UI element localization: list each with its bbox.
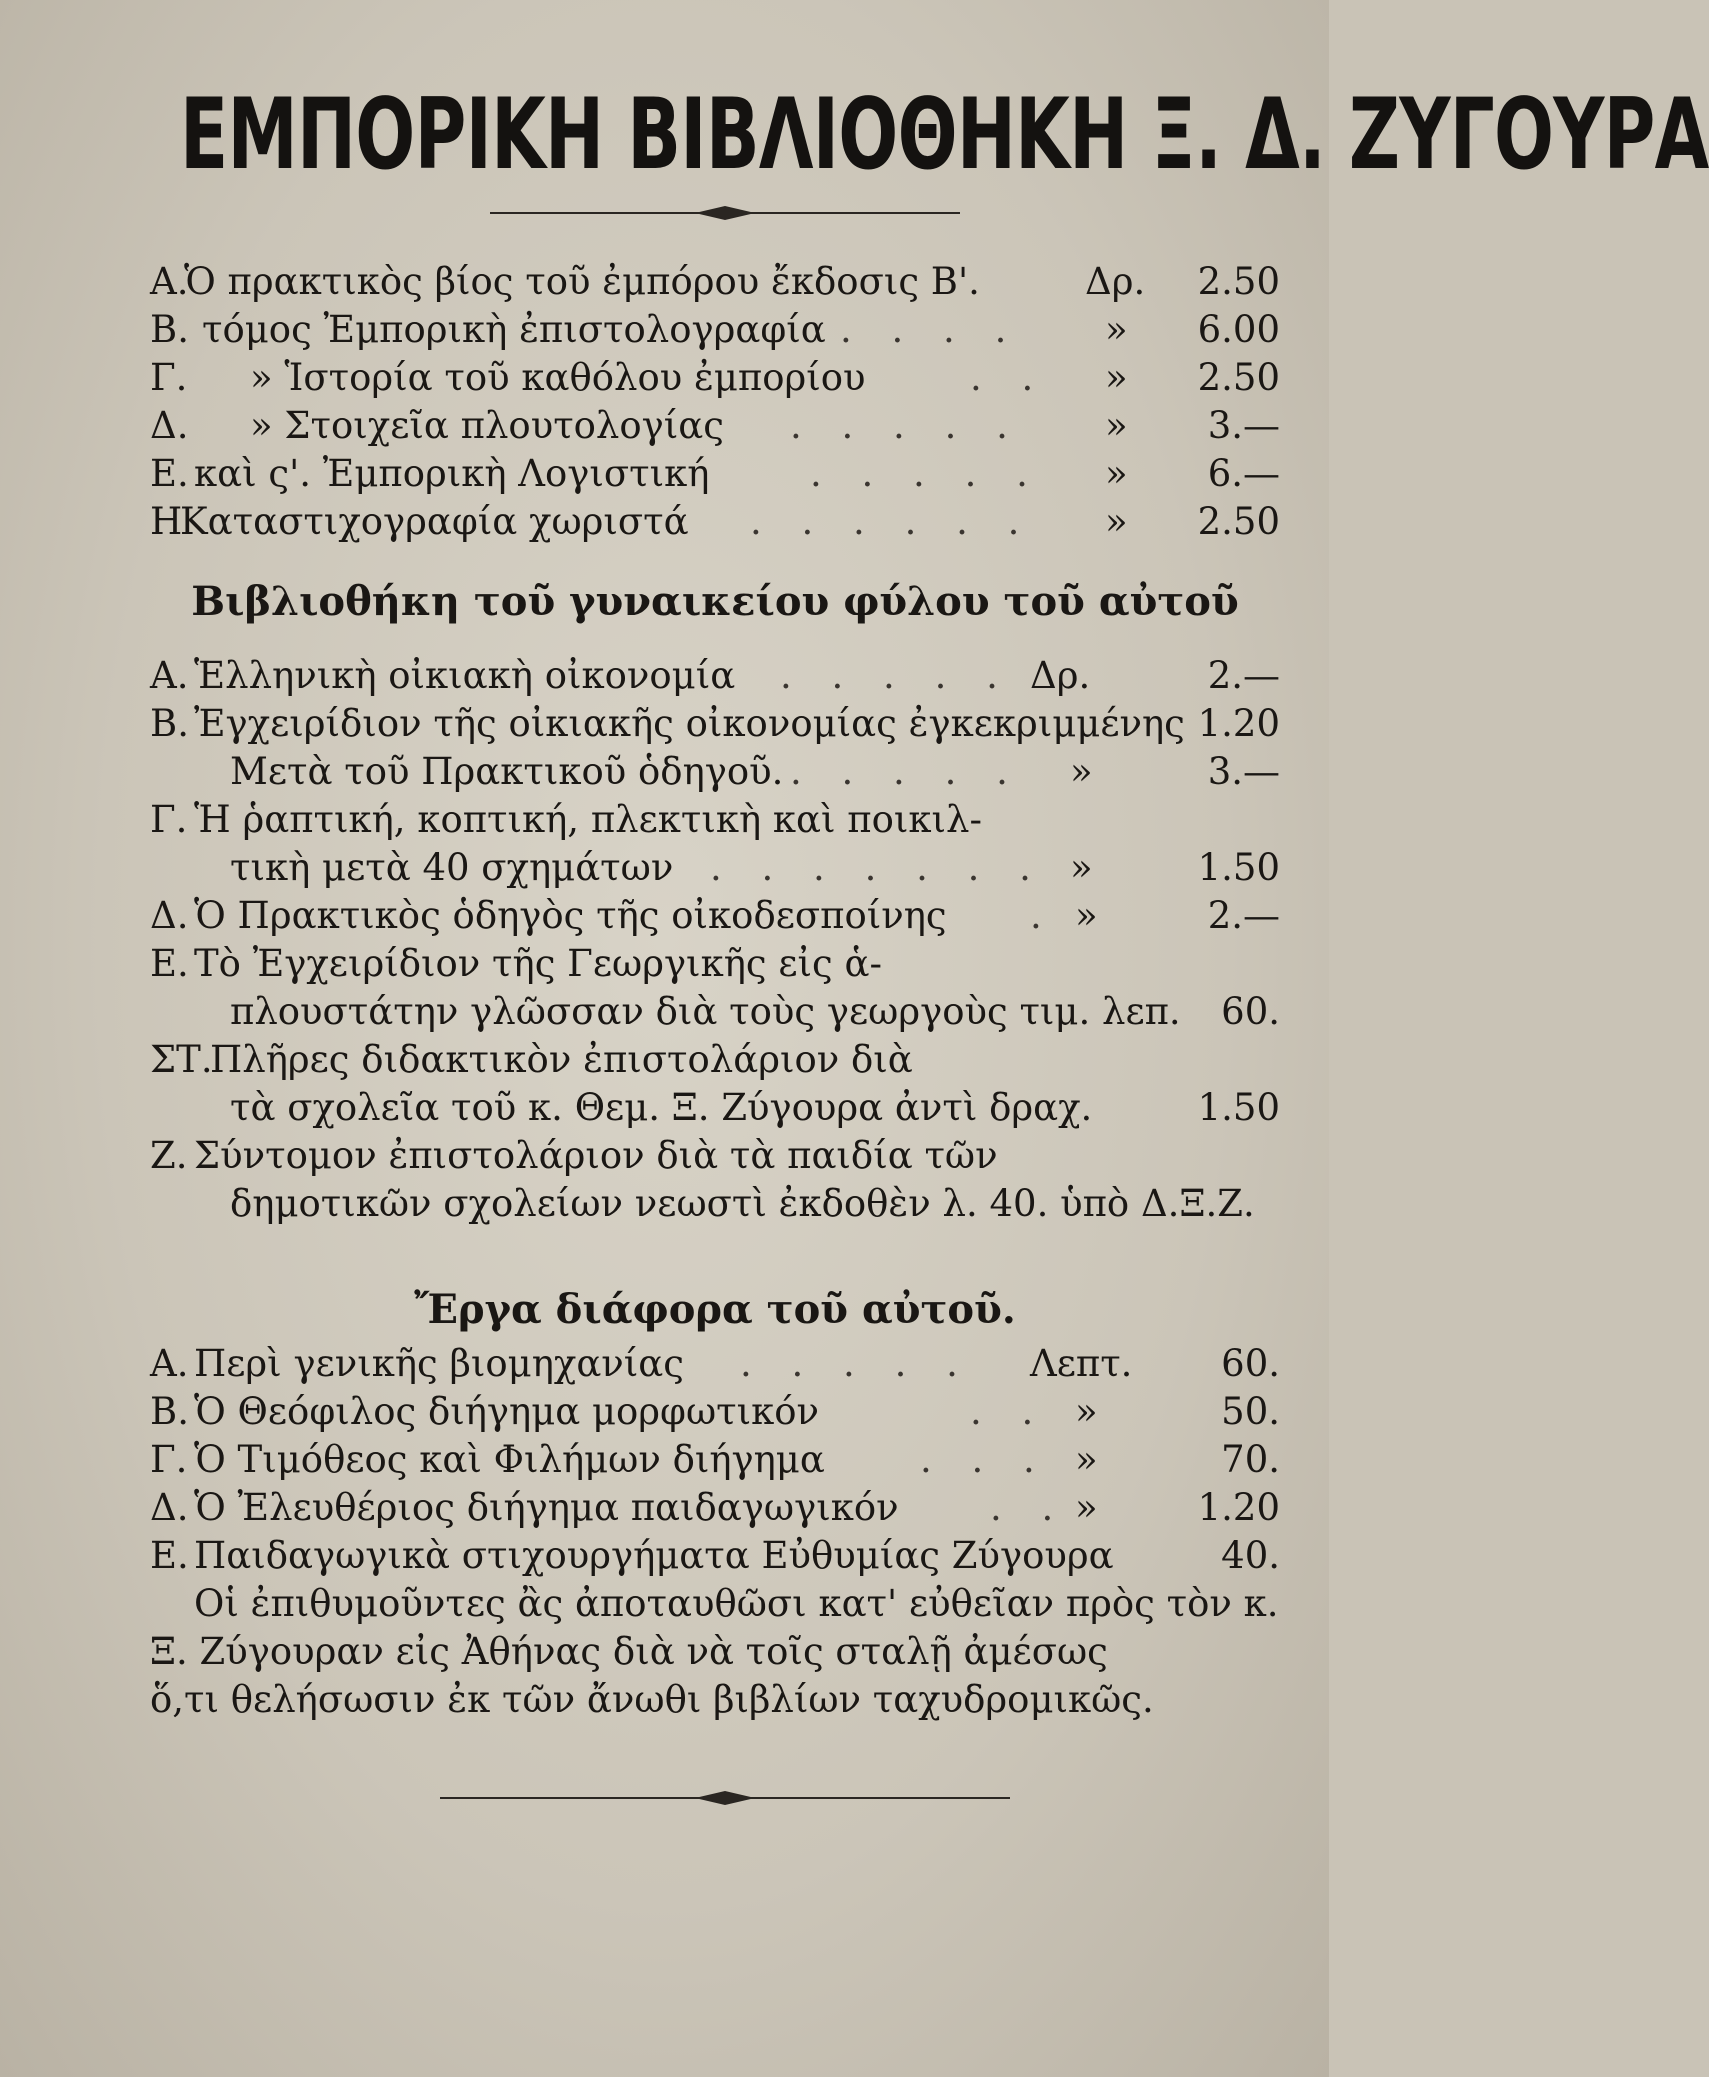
list-item: Α. Ὁ πρακτικὸς βίος τοῦ ἐμπόρου ἔκδοσις Β'. Δρ. 2.50: [150, 260, 1280, 303]
section-various-list: [150, 1340, 1280, 1724]
footer-note-line: ὅ,τι θελήσωσιν ἐκ τῶν ἄνωθι βιβλίων ταχυδρομικῶς.: [150, 1678, 1154, 1721]
list-item: Γ. Ὁ Τιμόθεος καὶ Φιλήμων διήγημα . . . » 70.: [150, 1438, 1280, 1481]
list-item: Δ. Ὁ Ἐλευθέριος διήγημα παιδαγωγικόν . . » 1.20: [150, 1486, 1280, 1529]
header-divider: [490, 212, 960, 214]
list-item: τὰ σχολεῖα τοῦ κ. Θεμ. Ξ. Ζύγουρα ἀντὶ δραχ. 1.50: [230, 1086, 1280, 1129]
list-item: Ε. Παιδαγωγικὰ στιχουργήματα Εὐθυμίας Ζύγουρα 40.: [150, 1534, 1280, 1577]
section-commercial-list: [150, 258, 1280, 546]
list-item: Α. Ἑλληνικὴ οἰκιακὴ οἰκονομία . . . . . Δρ. 2.—: [150, 654, 1280, 697]
list-item: τικὴ μετὰ 40 σχημάτων . . . . . . . » 1.50: [230, 846, 1280, 889]
list-item: Γ. » Ἱστορία τοῦ καθόλου ἐμπορίου . . » 2.50: [150, 356, 1280, 399]
section-heading-various-works: Ἔργα διάφορα τοῦ αὐτοῦ.: [414, 1286, 1016, 1333]
list-item: Δ. Ὁ Πρακτικὸς ὁδηγὸς τῆς οἰκοδεσποίνης . » 2.—: [150, 894, 1280, 937]
footer-note-line: Ξ. Ζύγουραν εἰς Ἀθήνας διὰ νὰ τοῖς σταλῇ ἀμέσως: [150, 1630, 1108, 1673]
section-heading-womens-library: Βιβλιοθήκη τοῦ γυναικείου φύλου τοῦ αὐτοῦ: [191, 578, 1239, 625]
list-item: Δ. » Στοιχεῖα πλουτολογίας . . . . . » 3.—: [150, 404, 1280, 447]
list-item: Α. Περὶ γενικῆς βιομηχανίας . . . . . Λεπτ. 60.: [150, 1342, 1280, 1385]
list-item: Β. τόμος Ἐμπορικὴ ἐπιστολογραφία . . . . » 6.00: [150, 308, 1280, 351]
list-item: δημοτικῶν σχολείων νεωστὶ ἐκδοθὲν λ. 40. ὑπὸ Δ.Ξ.Ζ.: [230, 1182, 1255, 1225]
list-item: ΣΤ. Πλῆρες διδακτικὸν ἐπιστολάριον διὰ: [150, 1038, 913, 1081]
list-item: Η Καταστιχογραφία χωριστά . . . . . . » 2.50: [150, 500, 1280, 543]
list-item: Ε. Τὸ Ἐγχειρίδιον τῆς Γεωργικῆς εἰς ἁ-: [150, 942, 882, 985]
list-item: Μετὰ τοῦ Πρακτικοῦ ὁδηγοῦ. . . . . . » 3.—: [230, 750, 1280, 793]
list-item: Ε. καὶ ς'. Ἐμπορικὴ Λογιστική . . . . . » 6.—: [150, 452, 1280, 495]
list-item: Β. Ἐγχειρίδιον τῆς οἰκιακῆς οἰκονομίας ἐγκεκριμμένης 1.20: [150, 702, 1280, 745]
page-title: ΕΜΠΟΡΙΚΗ ΒΙΒΛΙΟΘΗΚΗ Ξ. Δ. ΖΥΓΟΥΡΑ: [180, 78, 1709, 192]
divider-ornament-icon: [695, 206, 755, 220]
section-womens-list: [150, 652, 1280, 1228]
list-item: Γ. Ἡ ῥαπτική, κοπτική, πλεκτικὴ καὶ ποικιλ-: [150, 798, 982, 841]
footer-divider: [440, 1797, 1010, 1799]
footer-note-line: Οἱ ἐπιθυμοῦντες ἂς ἀποταυθῶσι κατ' εὐθεῖαν πρὸς τὸν κ.: [194, 1582, 1279, 1625]
list-item: πλουστάτην γλῶσσαν διὰ τοὺς γεωργοὺς τιμ. λεπ. 60.: [230, 990, 1280, 1033]
list-item: Β. Ὁ Θεόφιλος διήγημα μορφωτικόν . . » 50.: [150, 1390, 1280, 1433]
divider-ornament-icon: [695, 1791, 755, 1805]
list-item: Ζ. Σύντομον ἐπιστολάριον διὰ τὰ παιδία τῶν: [150, 1134, 998, 1177]
